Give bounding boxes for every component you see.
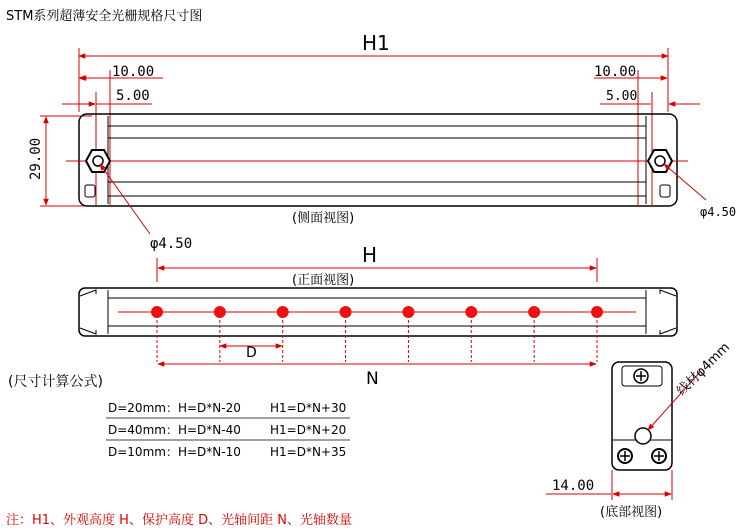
side-view [28, 31, 736, 252]
formula-row-2-right: H1=D*N+20 [270, 423, 347, 437]
bottom-top-screw-icon [634, 369, 648, 383]
left-hex-nut-icon [86, 150, 110, 172]
bottom-view [546, 339, 733, 520]
hole-left-label: φ4.50 [150, 236, 193, 252]
front-view [79, 243, 677, 389]
dim-right-outer: 10.00 [594, 64, 637, 80]
legend-note: 注：H1、外观高度 H、保护高度 D、光轴间距 N、光轴数量 [6, 513, 352, 528]
formula-block [8, 373, 350, 459]
dim-left-outer: 10.00 [112, 64, 155, 80]
formula-row-3-left: D=10mm：H=D*N-10 [108, 445, 241, 459]
formula-heading: (尺寸计算公式) [8, 374, 103, 390]
hole-right-label: φ4.50 [700, 205, 737, 219]
beam-emitter [151, 306, 163, 318]
side-view-caption: (侧面视图) [292, 211, 355, 226]
formula-row-2-left: D=40mm：H=D*N-40 [108, 423, 241, 437]
bottom-right-screw-icon [652, 449, 666, 463]
dim-d-label: D [246, 345, 257, 361]
beam-emitter [528, 306, 540, 318]
beam-group [151, 306, 603, 362]
beam-emitter [214, 306, 226, 318]
dim-width: 14.00 [552, 478, 595, 494]
bottom-left-screw-icon [618, 449, 632, 463]
beam-emitter [340, 306, 352, 318]
dim-h1-label: H1 [362, 31, 390, 55]
formula-row-1-left: D=20mm：H=D*N-20 [108, 401, 241, 415]
cable-label: 线材φ4mm [674, 340, 734, 399]
beam-emitter [591, 306, 603, 318]
dim-h-label: H [362, 243, 378, 267]
dim-right-inner: 5.00 [606, 89, 638, 104]
dim-n-label: N [366, 369, 379, 389]
beam-emitter [277, 306, 289, 318]
cable-port-icon [635, 428, 651, 444]
dim-left-inner: 5.00 [116, 88, 150, 104]
right-hex-nut-icon [648, 150, 672, 172]
front-view-caption: (正面视图) [292, 273, 355, 288]
formula-row-3-right: H1=D*N+35 [270, 445, 347, 459]
formula-row-1-right: H1=D*N+30 [270, 401, 347, 415]
beam-emitter [465, 306, 477, 318]
bottom-view-caption: (底部视图) [600, 505, 663, 520]
dim-height: 29.00 [28, 137, 44, 180]
beam-emitter [402, 306, 414, 318]
drawing-title: STM系列超薄安全光栅规格尺寸图 [6, 9, 203, 24]
